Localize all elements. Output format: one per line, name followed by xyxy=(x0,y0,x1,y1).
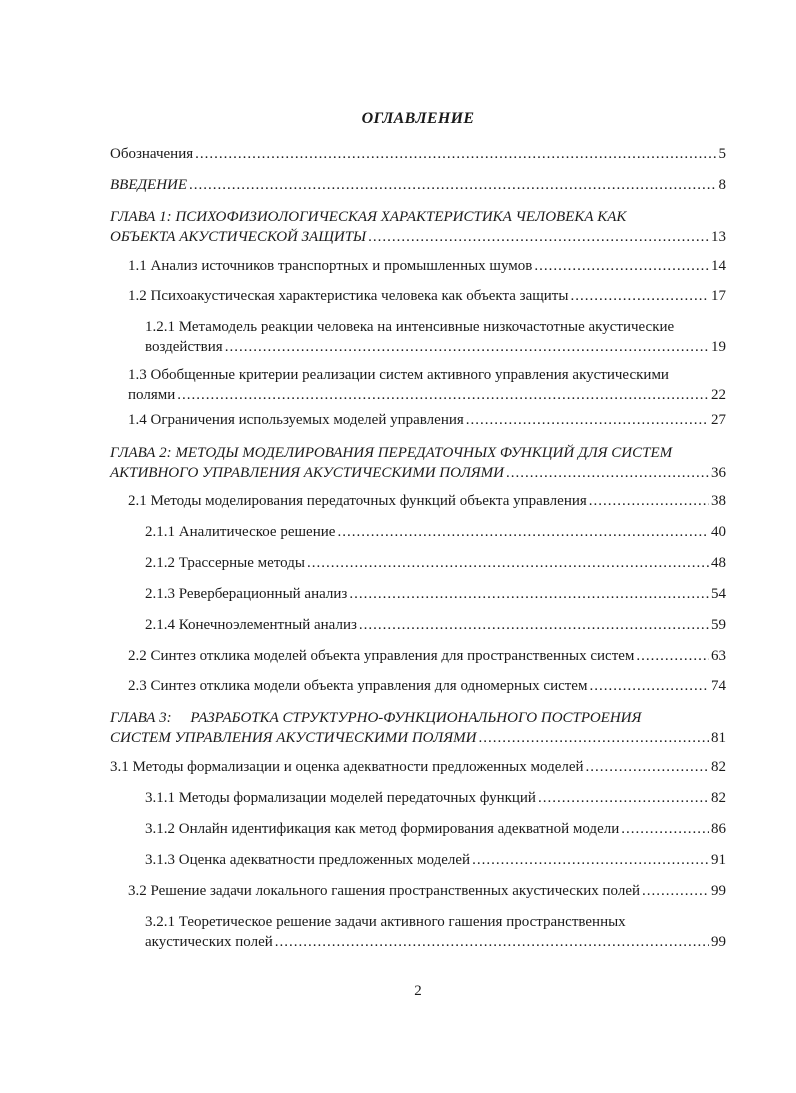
dot-leader xyxy=(195,146,716,163)
toc-entry-page: 5 xyxy=(718,146,726,162)
dot-leader xyxy=(368,227,709,247)
toc-entry-page: 38 xyxy=(711,493,726,509)
toc-entry-1-2-1[interactable] xyxy=(145,317,726,357)
dot-leader xyxy=(621,821,709,838)
toc-entry-title-line-1: 1.2.1 Метамодель реакции человека на интенсивные низкочастотные акустические xyxy=(145,319,675,335)
toc-entry-1-1[interactable] xyxy=(128,258,726,275)
toc-entry-page: 13 xyxy=(711,229,726,245)
toc-entry-title: 2.1.2 Трассерные методы xyxy=(145,555,305,571)
toc-entry-3-1-3[interactable] xyxy=(145,852,726,869)
toc-entry-page: 36 xyxy=(711,465,726,481)
toc-entry-title-line-1: 3.2.1 Теоретическое решение задачи активного гашения пространственных xyxy=(145,914,626,930)
toc-entry-page: 27 xyxy=(711,412,726,428)
toc-entry-2-1-3[interactable] xyxy=(145,586,726,603)
toc-entry-title: 2.3 Синтез отклика модели объекта управления для одномерных систем xyxy=(128,678,588,694)
toc-entry-page: 14 xyxy=(711,258,726,274)
toc-entry-2-3[interactable] xyxy=(128,678,726,695)
toc-entry-title: ВВЕДЕНИЕ xyxy=(110,177,188,193)
toc-entry-page: 63 xyxy=(711,648,726,664)
toc-entry-3-2-1[interactable] xyxy=(145,912,726,952)
dot-leader xyxy=(538,790,709,807)
dot-leader xyxy=(472,852,709,869)
toc-entry-chapter-3[interactable] xyxy=(110,708,726,748)
toc-entry-page: 99 xyxy=(711,934,726,950)
dot-leader xyxy=(506,463,709,483)
dot-leader xyxy=(466,412,709,429)
toc-entry-2-1-4[interactable] xyxy=(145,617,726,634)
dot-leader xyxy=(636,648,709,665)
dot-leader xyxy=(534,258,709,275)
toc-entry-title: 3.1 Методы формализации и оценка адекватности предложенных моделей xyxy=(110,759,584,775)
toc-entry-title: 1.1 Анализ источников транспортных и промышленных шумов xyxy=(128,258,533,274)
toc-entry-3-2[interactable] xyxy=(128,883,726,900)
toc-entry-page: 8 xyxy=(718,177,726,193)
dot-leader xyxy=(570,288,709,305)
toc-entry-title-line-1: ГЛАВА 1: ПСИХОФИЗИОЛОГИЧЕСКАЯ ХАРАКТЕРИСТИКА ЧЕЛОВЕКА КАК xyxy=(110,209,627,225)
toc-entry-2-1-1[interactable] xyxy=(145,524,726,541)
toc-entry-3-1-2[interactable] xyxy=(145,821,726,838)
dot-leader xyxy=(586,759,709,776)
toc-entry-title: 3.1.3 Оценка адекватности предложенных моделей xyxy=(145,852,471,868)
toc-entry-2-2[interactable] xyxy=(128,648,726,665)
toc-entry-page: 91 xyxy=(711,852,726,868)
dot-leader xyxy=(349,586,709,603)
toc-entry-page: 54 xyxy=(711,586,726,602)
dot-leader xyxy=(589,493,709,510)
toc-entry-page: 22 xyxy=(711,387,726,403)
toc-entry-2-1-2[interactable] xyxy=(145,555,726,572)
toc-entry-3-1-1[interactable] xyxy=(145,790,726,807)
toc-entry-page: 17 xyxy=(711,288,726,304)
toc-entry-title-line-2: АКТИВНОГО УПРАВЛЕНИЯ АКУСТИЧЕСКИМИ ПОЛЯМИ xyxy=(110,465,504,481)
toc-entry-page: 82 xyxy=(711,790,726,806)
dot-leader xyxy=(642,883,709,900)
toc-entry-page: 40 xyxy=(711,524,726,540)
dot-leader xyxy=(225,337,709,357)
dot-leader xyxy=(479,728,710,748)
toc-entry-3-1[interactable] xyxy=(110,759,726,776)
toc-entry-page: 86 xyxy=(711,821,726,837)
toc-entry-title: 3.1.1 Методы формализации моделей передаточных функций xyxy=(145,790,536,806)
dot-leader xyxy=(275,932,709,952)
toc-entry-page: 19 xyxy=(711,339,726,355)
toc-entry-title: 2.1.4 Конечноэлементный анализ xyxy=(145,617,357,633)
toc-entry-chapter-2[interactable] xyxy=(110,443,726,483)
dot-leader xyxy=(189,177,716,194)
dot-leader xyxy=(359,617,709,634)
toc-entry-title: 1.2 Психоакустическая характеристика человека как объекта защиты xyxy=(128,288,569,304)
toc-entry-title: 2.1 Методы моделирования передаточных функций объекта управления xyxy=(128,493,587,509)
toc-entry-title: 2.1.3 Реверберационный анализ xyxy=(145,586,348,602)
page-number: 2 xyxy=(414,983,422,999)
toc-entry-page: 48 xyxy=(711,555,726,571)
toc-entry-title-line-1: ГЛАВА 3: РАЗРАБОТКА СТРУКТУРНО-ФУНКЦИОНАЛЬНОГО ПОСТРОЕНИЯ xyxy=(110,710,642,726)
toc-entry-title: 2.2 Синтез отклика моделей объекта управления для пространственных систем xyxy=(128,648,635,664)
toc-entry-2-1[interactable] xyxy=(128,493,726,510)
toc-entry-page: 74 xyxy=(711,678,726,694)
toc-entry-introduction[interactable] xyxy=(110,177,726,194)
toc-entry-title-line-2: воздействия xyxy=(145,339,223,355)
toc-entry-page: 82 xyxy=(711,759,726,775)
toc-entry-1-4[interactable] xyxy=(128,412,726,429)
toc-entry-notation[interactable] xyxy=(110,146,726,163)
page-title: ОГЛАВЛЕНИЕ xyxy=(361,110,475,127)
toc-entry-title: 3.1.2 Онлайн идентификация как метод формирования адекватной модели xyxy=(145,821,620,837)
toc-entry-page: 81 xyxy=(711,730,726,746)
toc-entry-title: 1.4 Ограничения используемых моделей управления xyxy=(128,412,464,428)
toc-entry-title: 2.1.1 Аналитическое решение xyxy=(145,524,336,540)
toc-entry-title-line-2: ОБЪЕКТА АКУСТИЧЕСКОЙ ЗАЩИТЫ xyxy=(110,229,367,245)
dot-leader xyxy=(307,555,709,572)
toc-entry-title: 3.2 Решение задачи локального гашения пространственных акустических полей xyxy=(128,883,641,899)
dot-leader xyxy=(177,385,709,405)
toc-entry-1-2[interactable] xyxy=(128,288,726,305)
toc-entry-title-line-2: акустических полей xyxy=(145,934,273,950)
toc-entry-title-line-1: ГЛАВА 2: МЕТОДЫ МОДЕЛИРОВАНИЯ ПЕРЕДАТОЧНЫХ ФУНКЦИЙ ДЛЯ СИСТЕМ xyxy=(110,445,673,461)
toc-entry-title-line-2: СИСТЕМ УПРАВЛЕНИЯ АКУСТИЧЕСКИМИ ПОЛЯМИ xyxy=(110,730,477,746)
toc-entry-page: 59 xyxy=(711,617,726,633)
toc-entry-1-3[interactable] xyxy=(128,365,726,405)
toc-entry-page: 99 xyxy=(711,883,726,899)
toc-entry-chapter-1[interactable] xyxy=(110,207,726,247)
toc-entry-title: Обозначения xyxy=(110,146,194,162)
toc-entry-title-line-2: полями xyxy=(128,387,176,403)
toc-entry-title-line-1: 1.3 Обобщенные критерии реализации систем активного управления акустическими xyxy=(128,367,669,383)
dot-leader xyxy=(337,524,709,541)
dot-leader xyxy=(589,678,709,695)
